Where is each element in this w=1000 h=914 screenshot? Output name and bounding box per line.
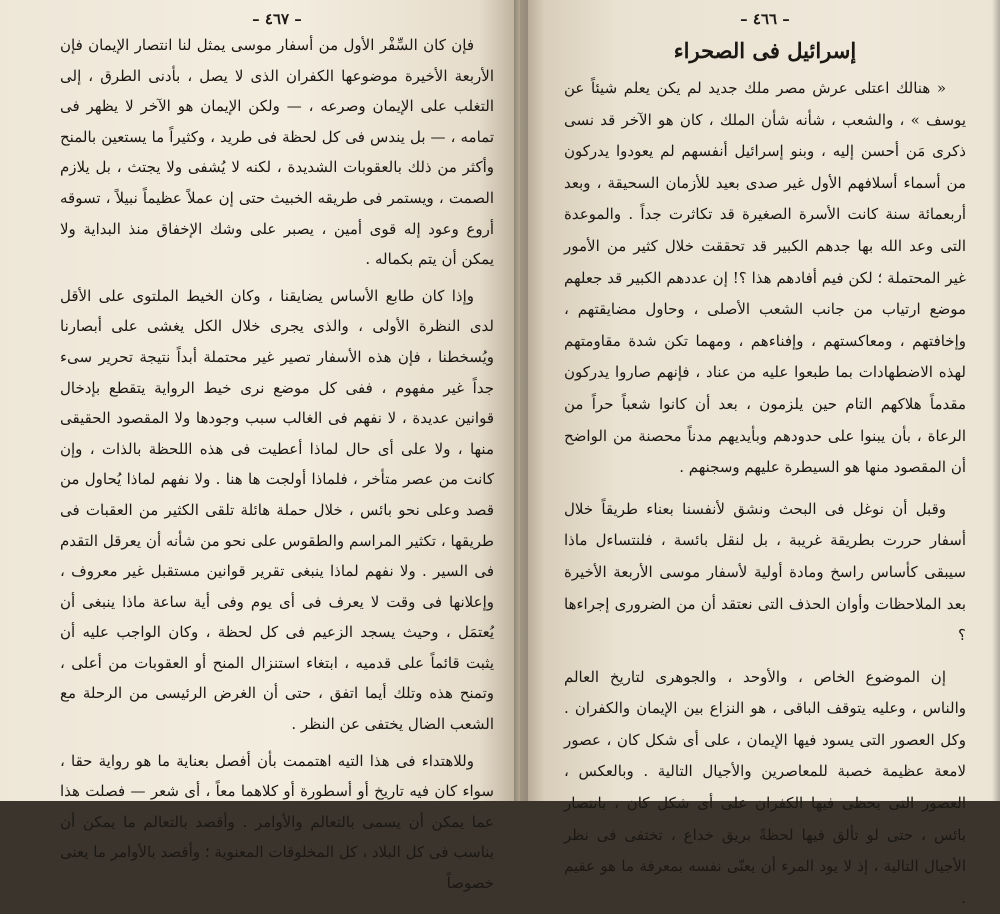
paragraph: فإن كان السِّفْر الأول من أسفار موسى يمثل لنا انتصار الإيمان فإن الأربعة الأخيرة موضوعها الكفران الذى لا يصل ، بأدنى الطرق ، إلى التغلب على الإيمان وصرعه ، — ولكن الإيمان هو الآخر لا يظهر فى تمامه ، — بل يندس فى كل لحظة فى طريد ، وكثيراً ما يستعين بالمنح وأكثر من ذلك بالعقوبات الشديدة ، لكنه لا يُشفى ولا يجتث ، بل يلازم الصمت ، ويستمر فى طريقه الخبيث حتى إن عملاً عظيماً نبيلاً ، تسوقه أروع وعود إله قوى أمين ، يصبر على وشك الإخفاق منذ البداية ولا يمكن أن يتم بكماله . <box>60 36 494 269</box>
paragraph: وقبل أن نوغل فى البحث ونشق لأنفسنا بعناء طريقاً خلال أسفار حررت بطريقة غريبة ، بل لنقل بائسة ، فلنتساءل ماذا سيبقى كأساس راسخ ومادة أولية لأسفار موسى الأربعة الأخيرة بعد الملاحظات وأوان الحذف التى نعتقد أن من الضرورى إجراءها ؟ <box>564 499 966 645</box>
page-number-right: – ٤٦٦ – <box>740 10 790 28</box>
paragraph: وللاهتداء فى هذا التيه اهتممت بأن أفصل بعناية ما هو رواية حقا ، سواء كان فيه تاريخ أو أسطورة أو كلاهما معاً ، أى شعر — فصلت هذا عما يمكن أن يسمى بالتعالم والأوامر . وأقصد بالتعالم ما يمكن أن يناسب فى كل البلاد ، كل المخلوقات المعنوية ؛ وأقصد بالأوامر ما يعنى خصوصاً <box>60 751 494 893</box>
paragraph: وإذا كان طابع الأساس يضايقنا ، وكان الخيط الملتوى على الأقل لدى النظرة الأولى ، والذى يجرى خلال الكل يغشى على أبصارنا ويُسخطنا ، فإن هذه الأسفار تصير غير محتملة أبداً نتيجة تحرير سىء جداً غير مفهوم ، ففى كل موضع نرى خيط الرواية يتقطع بإدخال قوانين عديدة ، لا نفهم فى الغالب سبب وجودها ولا المقصود الحقيقى منها ، ولا على أى حال لماذا أعطيت فى هذه اللحظة بالذات ، وإن كانت من عصر متأخر ، فلماذا أولجت ها هنا . ولا نفهم لماذا يُحاول من قصد وعلى نحو بائس ، خلال حملة هائلة تلقى الكثير من العقبات فى طريقها ، تكثير المراسم والطقوس على نحو من شأنه أن يعرقل التقدم فى السير . ولا نفهم لماذا ينبغى تقرير قوانين مستقبل غير معروف ، وإعلانها فى وقت لا يعرف فى أى يوم وفى أية ساعة ماذا ينبغى أن يُعتمَل ، وحيث يسجد الزعيم فى كل لحظة ، وكان الواجب عليه أن يثبت قائماً على قدميه ، ابتغاء استنزال المنح أو العقوبات من أعلى ، وتمنح هذه وتلك أيما اتفق ، حتى أن الغرض الرئيسى من الرحلة مع الشعب الضال يختفى عن النظر . <box>60 286 494 734</box>
chapter-title: إسرائيل فى الصحراء <box>673 38 857 63</box>
right-page <box>520 0 1000 907</box>
book-gutter <box>514 0 528 801</box>
paragraph: « هنالك اعتلى عرش مصر ملك جديد لم يكن يعلم شيئاً عن يوسف » ، والشعب ، شأنه شأن الملك ، كان هو الآخر قد نسى ذكرى مَن أحسن إليه ، وبنو إسرائيل أنفسهم لم يعودوا يدركون من أسماء أسلافهم الأول غير صدى بعيد للأزمان السحيقة ، وبعد أربعمائة سنة كانت الأسرة الصغيرة قد تكاثرت جداً . والموعدة التى وعد الله بها جدهم الكبير قد تحققت خلال كثير من الأمور غير المحتملة ؛ لكن فيم أفادهم هذا ؟! إن عددهم الكبير قد جعلهم موضع ارتياب من جانب الشعب الأصلى ، وحاول مضايقتهم ، وإخافتهم ، ومعاكستهم ، وإفناءهم ، ومهما تكن شدة مقاومتهم لهذه الاضطهادات بما طبعوا عليه من عناد ، فإنهم صاروا يدركون مقدماً هلاكهم التام حين يلزمون ، بعد أن كانوا شعباً حراً من الرعاة ، بأن يبنوا على حدودهم وبأيديهم مدناً محصنة من الواضح أن المقصود منها هو السيطرة عليهم وسجنهم . <box>564 79 966 477</box>
right-page-body <box>564 73 966 914</box>
left-page-body <box>60 30 494 899</box>
page-number-left: – ٤٦٧ – <box>252 10 302 28</box>
paragraph: إن الموضوع الخاص ، والأوحد ، والجوهرى لتاريخ العالم والناس ، وعليه يتوقف الباقى ، هو النزاع بين الإيمان والكفران . وكل العصور التى يسود فيها الإيمان ، على أى شكل كان ، عصور لامعة عظيمة خصبة للمعاصرين والأجيال التالية . وبالعكس ، العصور التى يحظى فيها الكفران على أى شكل كان ، بانتصار بائس ، حتى لو تألق فيها لحظةً بريق خداع ، تختفى فى نظر الأجيال التالية ، إذ لا يود المرء أن يعنّى نفسه بمعرفة ما هو عقيم . <box>564 667 966 907</box>
page-edge-shadow <box>992 0 1000 801</box>
